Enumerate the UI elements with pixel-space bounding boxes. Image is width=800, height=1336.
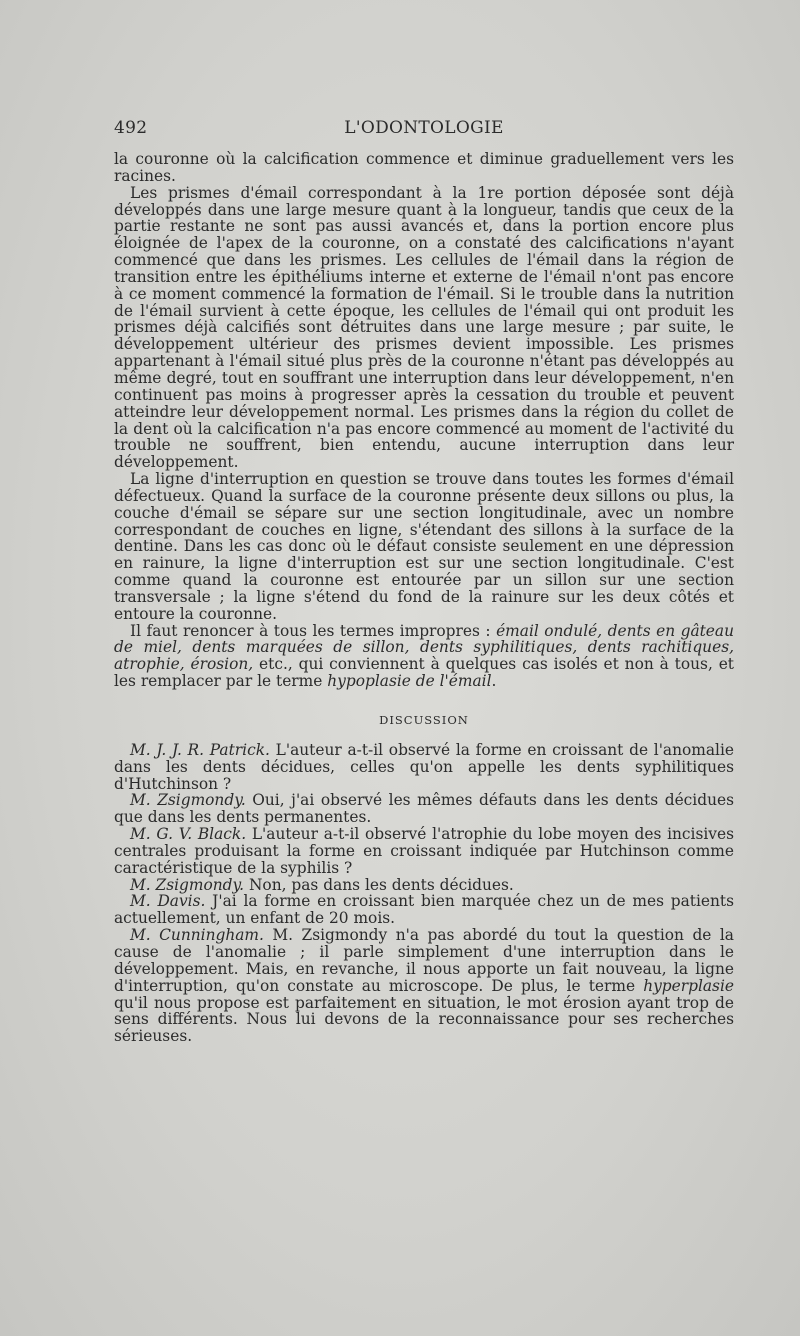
speaker-name: M. Davis. [130, 892, 206, 911]
terminology-end: . [491, 672, 497, 691]
speaker-text-end: qu'il nous propose est parfaitement en situation, le mot érosion ayant trop de sens différents. Nous lui devons de la reconnaissance pour ses recherches sérieuses. [114, 993, 734, 1046]
speaker-name: M. Cunningham. [130, 926, 264, 945]
speaker-text: Oui, j'ai observé les mêmes défauts dans les dents décidues que dans les dents permanentes. [114, 791, 734, 827]
terminology-lead: Il faut renoncer à tous les termes impropres : [130, 621, 497, 640]
discussion-entry [114, 893, 734, 927]
speaker-text: M. Zsigmondy n'a pas abordé du tout la question de la cause de l'anomalie ; il parle simplement d'une interruption dans le développement. Mais, en revanche, il nous apporte un fait nouveau, la ligne d'interruption, qu'on constate au microscope. De plus, le terme [114, 926, 734, 995]
paragraph-continuation: la couronne où la calcification commence et diminue graduellement vers les racines. [114, 150, 734, 185]
paragraph-enamel-prisms: Les prismes d'émail correspondant à la 1re portion déposée sont déjà développés dans une large mesure quant à la longueur, tandis que ceux de la partie restante ne sont pas aussi avancés et, dans la portion encore plus éloignée de l'apex de la couronne, on a constaté des calcifications n'ayant commencé que dans les prismes. Les cellules de l'émail dans la région de transition entre les épithéliums interne et externe de l'émail n'ont pas encore à ce moment commencé la formation de l'émail. Si le trouble dans la nutrition de l'émail survient à cette époque, les cellules de l'émail qui ont produit les prismes déjà calcifiés sont détruites dans une large mesure ; par suite, le développement ultérieur des prismes devient impossible. Les prismes appartenant à l'émail situé plus près de la couronne n'étant pas développés au même degré, tout en souffrant une interruption dans leur développement, n'en continuent pas moins à progresser après la cessation du trouble et peuvent atteindre leur développement normal. Les prismes dans la région du collet de la dent où la calcification n'a pas encore commencé au moment de l'activité du trouble ne souffrent, bien entendu, aucune interruption dans leur développement. [114, 183, 734, 472]
running-title: L'ODONTOLOGIE [344, 118, 504, 138]
speaker-text: L'auteur a-t-il observé la forme en croissant de l'anomalie dans les dents décidues, celles qu'on appelle les dents syphilitiques d'Hutchinson ? [114, 740, 735, 793]
discussion-entry-cunningham [114, 927, 734, 1045]
speaker-text: L'auteur a-t-il observé l'atrophie du lobe moyen des incisives centrales produisant la forme en croissant indiquée par Hutchinson comme caractéristique de la syphilis ? [114, 825, 734, 877]
speaker-name: M. J. J. R. Patrick. [130, 740, 270, 759]
improper-terms: émail ondulé, dents en gâteau de miel, dents marquées de sillon, dents syphilitiques, dents rachitiques, atrophie, érosion, [114, 621, 735, 674]
proposed-term: hypoplasie de l'émail [327, 672, 492, 691]
paragraph-interruption-line: La ligne d'interruption en question se trouve dans toutes les formes d'émail défectueux. Quand la surface de la couronne présente deux sillons ou plus, la couche d'émail se sépare sur une section longitudinale, avec un nombre correspondant de couches en ligne, s'étendant des sillons à la surface de la dentine. Dans les cas donc où le défaut consiste seulement en une dépression en rainure, la ligne d'interruption est sur une section longitudinale. C'est comme quand la couronne est entourée par un sillon sur une section transversale ; la ligne s'étend du fond de la rainure sur les deux côtés et entoure la couronne. [114, 470, 734, 623]
running-header [114, 118, 734, 144]
speaker-text: J'ai la forme en croissant bien marquée chez un de mes patients actuellement, un enfant de 20 mois. [114, 892, 735, 928]
hyperplasie-term: hyperplasie [643, 976, 734, 995]
paragraph-terminology [114, 623, 734, 690]
discussion-heading: DISCUSSION [379, 713, 469, 727]
speaker-text: Non, pas dans les dents décidues. [244, 875, 514, 894]
discussion-entry [114, 826, 734, 877]
speaker-name: M. Zsigmondy. [130, 791, 246, 810]
speaker-name: M. Zsigmondy. [130, 875, 245, 894]
body-text [114, 151, 734, 1045]
terminology-middle: etc., qui conviennent à quelques cas isolés et non à tous, et les remplacer par le terme [114, 655, 734, 691]
discussion-entry [114, 877, 734, 894]
page-number: 492 [114, 118, 148, 138]
discussion-entry [114, 792, 734, 826]
speaker-name: M. G. V. Black. [130, 825, 247, 844]
discussion-entry [114, 742, 734, 793]
